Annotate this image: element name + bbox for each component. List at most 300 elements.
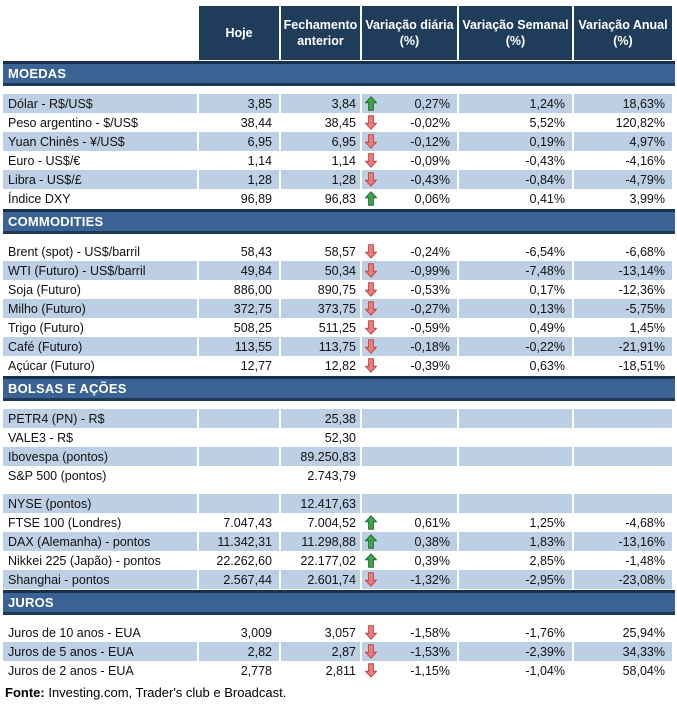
fechamento-anterior-value: 7.004,52	[307, 515, 356, 530]
fechamento-anterior-value-cell	[281, 132, 362, 151]
variacao-semanal-value-cell	[459, 94, 574, 113]
row-label-cell	[3, 280, 199, 299]
row-label: VALE3 - R$	[8, 430, 74, 445]
table-row	[3, 132, 675, 151]
fechamento-anterior-value: 96,83	[324, 191, 356, 206]
variacao-diaria-cell	[362, 532, 459, 551]
table-row	[3, 494, 675, 513]
variacao-anual-value: -4,68%	[625, 515, 665, 530]
fechamento-anterior-value-cell	[281, 261, 362, 280]
variacao-anual-value-cell	[574, 261, 672, 280]
fechamento-anterior-value-cell	[281, 447, 362, 466]
variacao-semanal-value: -0,84%	[525, 172, 565, 187]
row-label: NYSE (pontos)	[8, 496, 92, 511]
arrow-down-icon	[365, 282, 378, 298]
hoje-value-cell	[199, 113, 281, 132]
table-row	[3, 532, 675, 551]
hoje-value: 22.262,60	[216, 553, 272, 568]
fechamento-anterior-value: 12,82	[324, 358, 356, 373]
table-row	[3, 337, 675, 356]
row-label-cell	[3, 447, 199, 466]
hoje-value-cell	[199, 513, 281, 532]
hoje-value: 2,82	[247, 644, 272, 659]
variacao-diaria-value: -0,39%	[410, 358, 450, 373]
variacao-diaria-cell	[362, 428, 459, 447]
table-row	[3, 513, 675, 532]
row-label: Nikkei 225 (Japão) - pontos	[8, 553, 161, 568]
source-note-text: Investing.com, Trader's club e Broadcast.	[44, 685, 287, 700]
variacao-diaria-value: 0,38%	[414, 534, 450, 549]
row-label-cell	[3, 409, 199, 428]
fechamento-anterior-value: 50,34	[324, 263, 356, 278]
variacao-anual-value-cell	[574, 494, 672, 513]
hoje-value: 886,00	[233, 282, 272, 297]
fechamento-anterior-value-cell	[281, 242, 362, 261]
hoje-value-cell	[199, 447, 281, 466]
hoje-value: 2,778	[240, 663, 272, 678]
hoje-value: 58,43	[240, 244, 272, 259]
row-spacer	[3, 485, 675, 494]
variacao-semanal-value-cell	[459, 170, 574, 189]
row-label-cell	[3, 151, 199, 170]
row-label-cell	[3, 189, 199, 208]
fechamento-anterior-value-cell	[281, 318, 362, 337]
row-label-cell	[3, 113, 199, 132]
variacao-anual-value-cell	[574, 132, 672, 151]
section-title: BOLSAS E AÇÕES	[8, 381, 127, 396]
variacao-diaria-value: -0,59%	[410, 320, 450, 335]
variacao-semanal-value: 5,52%	[529, 115, 565, 130]
variacao-semanal-value: 0,19%	[529, 134, 565, 149]
variacao-semanal-value: 2,85%	[529, 553, 565, 568]
hoje-value: 7.047,43	[223, 515, 272, 530]
table-row	[3, 261, 675, 280]
row-label-cell	[3, 428, 199, 447]
variacao-diaria-value: -0,99%	[410, 263, 450, 278]
variacao-diaria-value: -0,18%	[410, 339, 450, 354]
variacao-semanal-value-cell	[459, 570, 574, 589]
table-row	[3, 356, 675, 375]
variacao-diaria-cell	[362, 337, 459, 356]
arrow-down-icon	[365, 625, 378, 641]
variacao-semanal-value-cell	[459, 299, 574, 318]
row-label-cell	[3, 242, 199, 261]
fechamento-anterior-value: 25,38	[324, 411, 356, 426]
hoje-value-cell	[199, 356, 281, 375]
row-label: Milho (Futuro)	[8, 301, 86, 316]
hoje-value-cell	[199, 132, 281, 151]
variacao-diaria-cell	[362, 447, 459, 466]
variacao-diaria-cell	[362, 261, 459, 280]
arrow-down-icon	[365, 358, 378, 374]
fechamento-anterior-value: 1,28	[331, 172, 356, 187]
variacao-semanal-value-cell	[459, 409, 574, 428]
table-row	[3, 551, 675, 570]
variacao-diaria-cell	[362, 318, 459, 337]
variacao-anual-value: -4,79%	[625, 172, 665, 187]
row-label: Ibovespa (pontos)	[8, 449, 109, 464]
variacao-anual-value-cell	[574, 189, 672, 208]
variacao-diaria-cell	[362, 242, 459, 261]
variacao-semanal-value-cell	[459, 356, 574, 375]
variacao-semanal-value: -1,04%	[525, 663, 565, 678]
row-label-cell	[3, 513, 199, 532]
variacao-anual-value-cell	[574, 337, 672, 356]
variacao-semanal-value: 1,25%	[529, 515, 565, 530]
fechamento-anterior-value-cell	[281, 494, 362, 513]
variacao-semanal-value: -6,54%	[525, 244, 565, 259]
variacao-anual-value-cell	[574, 551, 672, 570]
row-label: Trigo (Futuro)	[8, 320, 84, 335]
variacao-anual-value-cell	[574, 409, 672, 428]
arrow-down-icon	[365, 263, 378, 279]
row-label-cell	[3, 532, 199, 551]
variacao-diaria-cell	[362, 356, 459, 375]
variacao-anual-value-cell	[574, 513, 672, 532]
variacao-diaria-cell	[362, 280, 459, 299]
variacao-diaria-cell	[362, 299, 459, 318]
source-note-label: Fonte:	[5, 685, 45, 700]
table-row	[3, 94, 675, 113]
row-label: Soja (Futuro)	[8, 282, 81, 297]
variacao-anual-value-cell	[574, 318, 672, 337]
row-label-cell	[3, 94, 199, 113]
hoje-value-cell	[199, 551, 281, 570]
row-label: Brent (spot) - US$/barril	[8, 244, 140, 259]
fechamento-anterior-value: 38,45	[324, 115, 356, 130]
row-label-cell	[3, 261, 199, 280]
fechamento-anterior-value: 3,057	[324, 625, 356, 640]
variacao-semanal-value: 0,41%	[529, 191, 565, 206]
fechamento-anterior-value: 2.601,74	[307, 572, 356, 587]
variacao-semanal-value: -0,43%	[525, 153, 565, 168]
variacao-anual-value-cell	[574, 466, 672, 485]
row-label-cell	[3, 494, 199, 513]
variacao-diaria-cell	[362, 94, 459, 113]
variacao-semanal-value: 1,24%	[529, 96, 565, 111]
fechamento-anterior-value-cell	[281, 570, 362, 589]
variacao-anual-value-cell	[574, 170, 672, 189]
row-label-cell	[3, 623, 199, 642]
variacao-semanal-value-cell	[459, 532, 574, 551]
row-label: Índice DXY	[8, 191, 71, 206]
hoje-value-cell	[199, 466, 281, 485]
variacao-semanal-value-cell	[459, 261, 574, 280]
fechamento-anterior-value: 113,75	[318, 339, 356, 354]
row-label: Dólar - R$/US$	[8, 96, 93, 111]
variacao-semanal-value: 1,83%	[529, 534, 565, 549]
variacao-anual-value: 4,97%	[629, 134, 665, 149]
variacao-anual-value-cell	[574, 570, 672, 589]
row-label: DAX (Alemanha) - pontos	[8, 534, 151, 549]
variacao-semanal-value-cell	[459, 428, 574, 447]
variacao-anual-value: 18,63%	[622, 96, 665, 111]
column-header-hoje: Hoje	[199, 6, 281, 60]
hoje-value-cell	[199, 170, 281, 189]
variacao-diaria-cell	[362, 570, 459, 589]
arrow-down-icon	[365, 663, 378, 679]
variacao-diaria-value: -0,09%	[410, 153, 450, 168]
row-label: Libra - US$/£	[8, 172, 82, 187]
variacao-diaria-value: -1,58%	[410, 625, 450, 640]
variacao-semanal-value-cell	[459, 642, 574, 661]
arrow-down-icon	[365, 572, 378, 588]
fechamento-anterior-value-cell	[281, 642, 362, 661]
row-label: Café (Futuro)	[8, 339, 83, 354]
variacao-anual-value-cell	[574, 113, 672, 132]
variacao-anual-value-cell	[574, 428, 672, 447]
hoje-value-cell	[199, 299, 281, 318]
table-row	[3, 189, 675, 208]
section-header-moedas	[3, 61, 675, 86]
fechamento-anterior-value: 511,25	[318, 320, 356, 335]
no-arrow-icon	[365, 430, 378, 446]
variacao-anual-value-cell	[574, 661, 672, 680]
fechamento-anterior-value-cell	[281, 623, 362, 642]
fechamento-anterior-value: 1,14	[331, 153, 356, 168]
section-title: JUROS	[8, 595, 54, 610]
variacao-anual-value: -6,68%	[625, 244, 665, 259]
row-label-cell	[3, 570, 199, 589]
row-label: FTSE 100 (Londres)	[8, 515, 122, 530]
row-label: Juros de 10 anos - EUA	[8, 625, 141, 640]
variacao-anual-value-cell	[574, 447, 672, 466]
fechamento-anterior-value: 6,95	[331, 134, 356, 149]
fechamento-anterior-value-cell	[281, 94, 362, 113]
variacao-anual-value: 3,99%	[629, 191, 665, 206]
table-row	[3, 318, 675, 337]
arrow-down-icon	[365, 644, 378, 660]
hoje-value-cell	[199, 318, 281, 337]
fechamento-anterior-value-cell	[281, 532, 362, 551]
variacao-anual-value: 1,45%	[629, 320, 665, 335]
fechamento-anterior-value: 52,30	[324, 430, 356, 445]
row-label-cell	[3, 299, 199, 318]
row-label: Juros de 2 anos - EUA	[8, 663, 134, 678]
arrow-up-icon	[365, 534, 378, 550]
variacao-anual-value-cell	[574, 532, 672, 551]
variacao-semanal-value-cell	[459, 113, 574, 132]
column-header-fechamento-anterior: Fechamento anterior	[281, 6, 362, 60]
variacao-anual-value: 120,82%	[615, 115, 665, 130]
hoje-value-cell	[199, 428, 281, 447]
variacao-anual-value-cell	[574, 242, 672, 261]
variacao-semanal-value: -7,48%	[525, 263, 565, 278]
hoje-value: 12,77	[240, 358, 272, 373]
table-row	[3, 466, 675, 485]
variacao-diaria-value: -0,24%	[410, 244, 450, 259]
arrow-down-icon	[365, 172, 378, 188]
variacao-anual-value: 58,04%	[622, 663, 665, 678]
variacao-diaria-value: 0,06%	[414, 191, 450, 206]
fechamento-anterior-value: 2.743,79	[307, 468, 356, 483]
section-title: COMMODITIES	[8, 214, 104, 229]
arrow-down-icon	[365, 339, 378, 355]
table-row	[3, 242, 675, 261]
fechamento-anterior-value-cell	[281, 551, 362, 570]
hoje-value: 1,14	[247, 153, 272, 168]
section-header-bolsas-e-a-es	[3, 376, 675, 401]
arrow-down-icon	[365, 153, 378, 169]
table-row	[3, 170, 675, 189]
variacao-diaria-cell	[362, 409, 459, 428]
hoje-value-cell	[199, 280, 281, 299]
row-label: Yuan Chinês - ¥/US$	[8, 134, 125, 149]
table-row	[3, 642, 675, 661]
variacao-semanal-value-cell	[459, 661, 574, 680]
fechamento-anterior-value-cell	[281, 356, 362, 375]
fechamento-anterior-value: 12.417,63	[300, 496, 356, 511]
variacao-anual-value: 25,94%	[622, 625, 665, 640]
hoje-value-cell	[199, 494, 281, 513]
section-title: MOEDAS	[8, 66, 67, 81]
corner-cell	[3, 6, 199, 60]
fechamento-anterior-value-cell	[281, 661, 362, 680]
hoje-value-cell	[199, 189, 281, 208]
fechamento-anterior-value-cell	[281, 113, 362, 132]
hoje-value: 3,85	[247, 96, 272, 111]
variacao-anual-value-cell	[574, 94, 672, 113]
variacao-semanal-value-cell	[459, 242, 574, 261]
variacao-anual-value: -4,16%	[625, 153, 665, 168]
variacao-diaria-cell	[362, 642, 459, 661]
fechamento-anterior-value-cell	[281, 170, 362, 189]
row-label: Açúcar (Futuro)	[8, 358, 95, 373]
hoje-value: 1,28	[247, 172, 272, 187]
hoje-value-cell	[199, 94, 281, 113]
fechamento-anterior-value: 3,84	[331, 96, 356, 111]
variacao-diaria-value: -1,32%	[410, 572, 450, 587]
arrow-down-icon	[365, 320, 378, 336]
fechamento-anterior-value-cell	[281, 280, 362, 299]
fechamento-anterior-value-cell	[281, 189, 362, 208]
variacao-semanal-value: -2,95%	[525, 572, 565, 587]
variacao-anual-value-cell	[574, 280, 672, 299]
variacao-diaria-value: -0,02%	[410, 115, 450, 130]
table-row	[3, 299, 675, 318]
variacao-diaria-value: 0,39%	[414, 553, 450, 568]
section-header-commodities	[3, 209, 675, 234]
variacao-semanal-value: -2,39%	[525, 644, 565, 659]
hoje-value-cell	[199, 409, 281, 428]
variacao-semanal-value-cell	[459, 513, 574, 532]
variacao-semanal-value: -0,22%	[525, 339, 565, 354]
table-row	[3, 570, 675, 589]
row-label-cell	[3, 466, 199, 485]
variacao-diaria-value: 0,61%	[414, 515, 450, 530]
table-row	[3, 447, 675, 466]
variacao-semanal-value-cell	[459, 551, 574, 570]
variacao-semanal-value: -1,76%	[525, 625, 565, 640]
hoje-value: 96,89	[240, 191, 272, 206]
row-label: Peso argentino - $/US$	[8, 115, 138, 130]
variacao-semanal-value-cell	[459, 280, 574, 299]
hoje-value-cell	[199, 242, 281, 261]
fechamento-anterior-value: 58,57	[324, 244, 356, 259]
variacao-diaria-cell	[362, 189, 459, 208]
variacao-semanal-value-cell	[459, 337, 574, 356]
hoje-value-cell	[199, 642, 281, 661]
variacao-anual-value: -12,36%	[618, 282, 665, 297]
variacao-anual-value: -13,16%	[618, 534, 665, 549]
table-row	[3, 428, 675, 447]
arrow-down-icon	[365, 134, 378, 150]
table-row	[3, 280, 675, 299]
arrow-down-icon	[365, 301, 378, 317]
variacao-diaria-cell	[362, 623, 459, 642]
source-note	[3, 685, 675, 700]
hoje-value-cell	[199, 532, 281, 551]
variacao-anual-value-cell	[574, 642, 672, 661]
fechamento-anterior-value: 890,75	[317, 282, 356, 297]
fechamento-anterior-value-cell	[281, 513, 362, 532]
variacao-diaria-cell	[362, 513, 459, 532]
hoje-value: 6,95	[247, 134, 272, 149]
variacao-diaria-value: -1,53%	[410, 644, 450, 659]
hoje-value: 38,44	[240, 115, 272, 130]
variacao-anual-value-cell	[574, 356, 672, 375]
variacao-diaria-value: -1,15%	[410, 663, 450, 678]
arrow-down-icon	[365, 244, 378, 260]
fechamento-anterior-value-cell	[281, 428, 362, 447]
fechamento-anterior-value-cell	[281, 466, 362, 485]
fechamento-anterior-value: 22.177,02	[300, 553, 356, 568]
variacao-semanal-value: 0,49%	[529, 320, 565, 335]
variacao-anual-value: -13,14%	[618, 263, 665, 278]
variacao-anual-value: 34,33%	[622, 644, 665, 659]
arrow-up-icon	[365, 553, 378, 569]
row-label-cell	[3, 661, 199, 680]
fechamento-anterior-value: 11.298,88	[301, 534, 356, 549]
row-label-cell	[3, 318, 199, 337]
row-label-cell	[3, 551, 199, 570]
hoje-value: 113,55	[234, 339, 272, 354]
arrow-up-icon	[365, 96, 378, 112]
row-label: S&P 500 (pontos)	[8, 468, 107, 483]
hoje-value-cell	[199, 623, 281, 642]
no-arrow-icon	[365, 496, 378, 512]
arrow-down-icon	[365, 115, 378, 131]
variacao-anual-value: -5,75%	[625, 301, 665, 316]
variacao-semanal-value: 0,17%	[529, 282, 565, 297]
no-arrow-icon	[365, 449, 378, 465]
variacao-diaria-cell	[362, 494, 459, 513]
variacao-semanal-value: 0,63%	[529, 358, 565, 373]
table-row	[3, 151, 675, 170]
variacao-semanal-value-cell	[459, 132, 574, 151]
variacao-semanal-value-cell	[459, 494, 574, 513]
column-header-variacao-semanal: Variação Semanal (%)	[459, 6, 574, 60]
fechamento-anterior-value: 373,75	[317, 301, 356, 316]
variacao-semanal-value-cell	[459, 447, 574, 466]
fechamento-anterior-value-cell	[281, 409, 362, 428]
column-header-variacao-anual: Variação Anual (%)	[574, 6, 672, 60]
variacao-semanal-value-cell	[459, 318, 574, 337]
arrow-up-icon	[365, 515, 378, 531]
fechamento-anterior-value-cell	[281, 151, 362, 170]
variacao-anual-value: -23,08%	[618, 572, 665, 587]
table-row	[3, 623, 675, 642]
hoje-value-cell	[199, 570, 281, 589]
variacao-diaria-cell	[362, 151, 459, 170]
column-header-variacao-diaria: Variação diária (%)	[362, 6, 459, 60]
variacao-diaria-value: -0,12%	[410, 134, 450, 149]
row-label: Euro - US$/€	[8, 153, 81, 168]
arrow-up-icon	[365, 191, 378, 207]
hoje-value: 508,25	[233, 320, 272, 335]
variacao-diaria-cell	[362, 132, 459, 151]
variacao-diaria-value: 0,27%	[414, 96, 450, 111]
